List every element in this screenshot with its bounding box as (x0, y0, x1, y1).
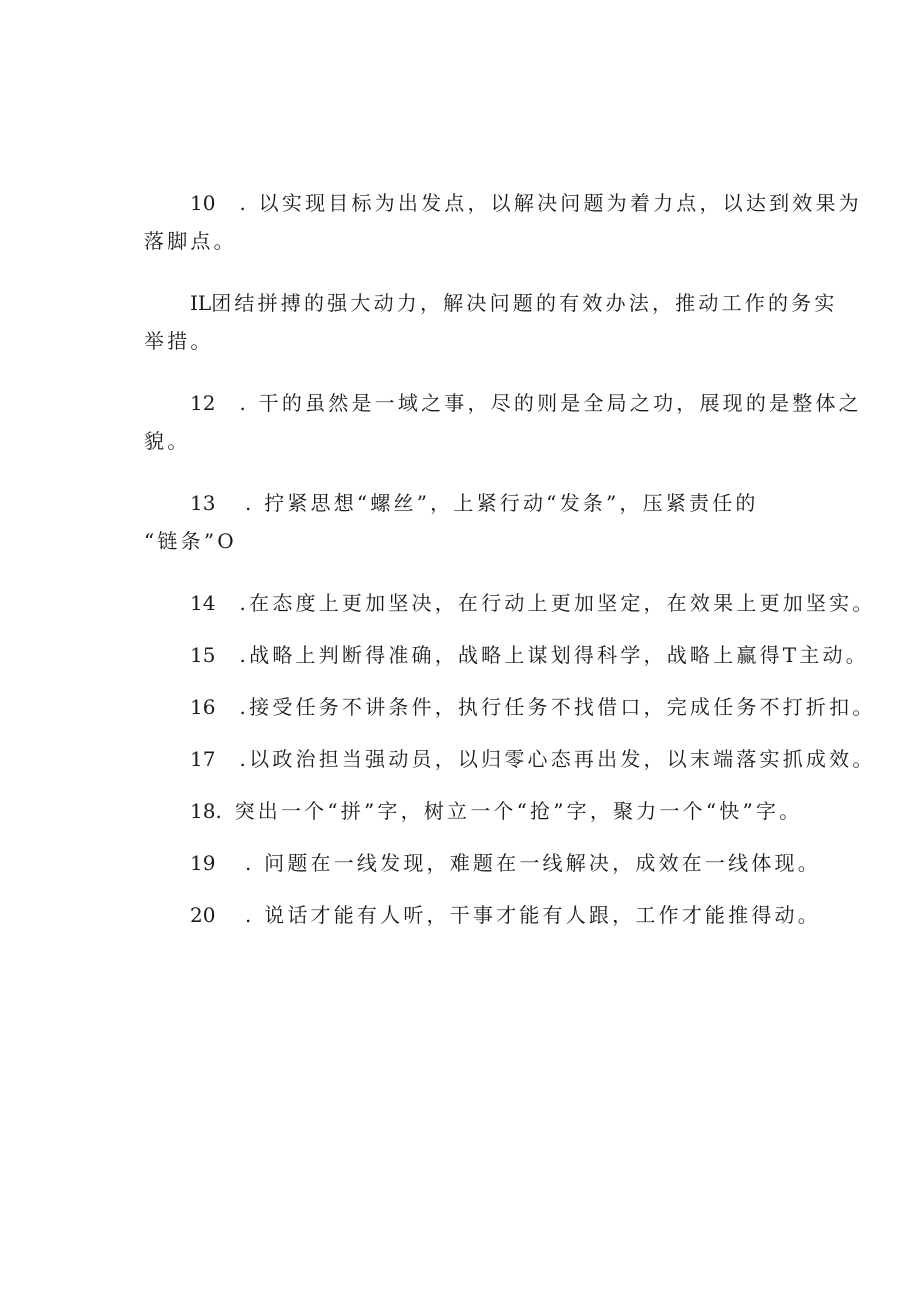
list-item-14 (144, 584, 876, 622)
item-text-continuation: “链条”O (144, 529, 237, 553)
item-number: 15 (190, 643, 216, 667)
list-item-20 (144, 896, 824, 934)
item-number: 20 (190, 903, 216, 927)
item-text-continuation: 貌。 (144, 429, 191, 453)
item-text: .接受任务不讲条件，执行任务不找借口，完成任务不打折扣。 (230, 695, 876, 719)
item-number: 16 (190, 695, 216, 719)
list-item-17 (144, 740, 876, 778)
item-number: 12 (190, 391, 216, 415)
list-item-16 (144, 688, 876, 726)
document-body (144, 184, 876, 948)
item-text: . 以实现目标为出发点，以解决问题为着力点，以达到效果为 (230, 191, 862, 215)
item-text-continuation: 落脚点。 (144, 229, 237, 253)
item-number: 17 (190, 747, 216, 771)
list-item-10 (144, 184, 862, 260)
item-text: . 干的虽然是一域之事，尽的则是全局之功，展现的是整体之 (230, 391, 862, 415)
item-number: 13 (190, 491, 216, 515)
item-text: . 突出一个“拼”字，树立一个“抢”字，聚力一个“快”字。 (215, 799, 803, 823)
item-text: .以政治担当强动员，以归零心态再出发，以末端落实抓成效。 (230, 747, 876, 771)
item-text-continuation: 举措。 (144, 329, 214, 353)
list-item-13 (144, 484, 824, 560)
item-number: 14 (190, 591, 216, 615)
list-item-15 (144, 636, 869, 674)
item-text: . 问题在一线发现，难题在一线解决，成效在一线体现。 (245, 851, 821, 875)
item-text: .在态度上更加坚决，在行动上更加坚定，在效果上更加坚实。 (230, 591, 876, 615)
item-number: 10 (190, 191, 216, 215)
item-text: .战略上判断得准确，战略上谋划得科学，战略上赢得T主动。 (230, 643, 869, 667)
list-item-12 (144, 384, 862, 460)
item-number: IL (190, 291, 212, 315)
list-item-18 (144, 792, 824, 830)
list-item-11 (144, 284, 838, 360)
item-number: 19 (190, 851, 216, 875)
item-number: 18 (190, 799, 216, 823)
list-item-19 (144, 844, 824, 882)
item-text: . 拧紧思想“螺丝”，上紧行动“发条”，压紧责任的 (245, 491, 759, 515)
item-text: 团结拼搏的强大动力，解决问题的有效办法，推动工作的务实 (211, 291, 838, 315)
item-text: . 说话才能有人听，干事才能有人跟，工作才能推得动。 (245, 903, 821, 927)
